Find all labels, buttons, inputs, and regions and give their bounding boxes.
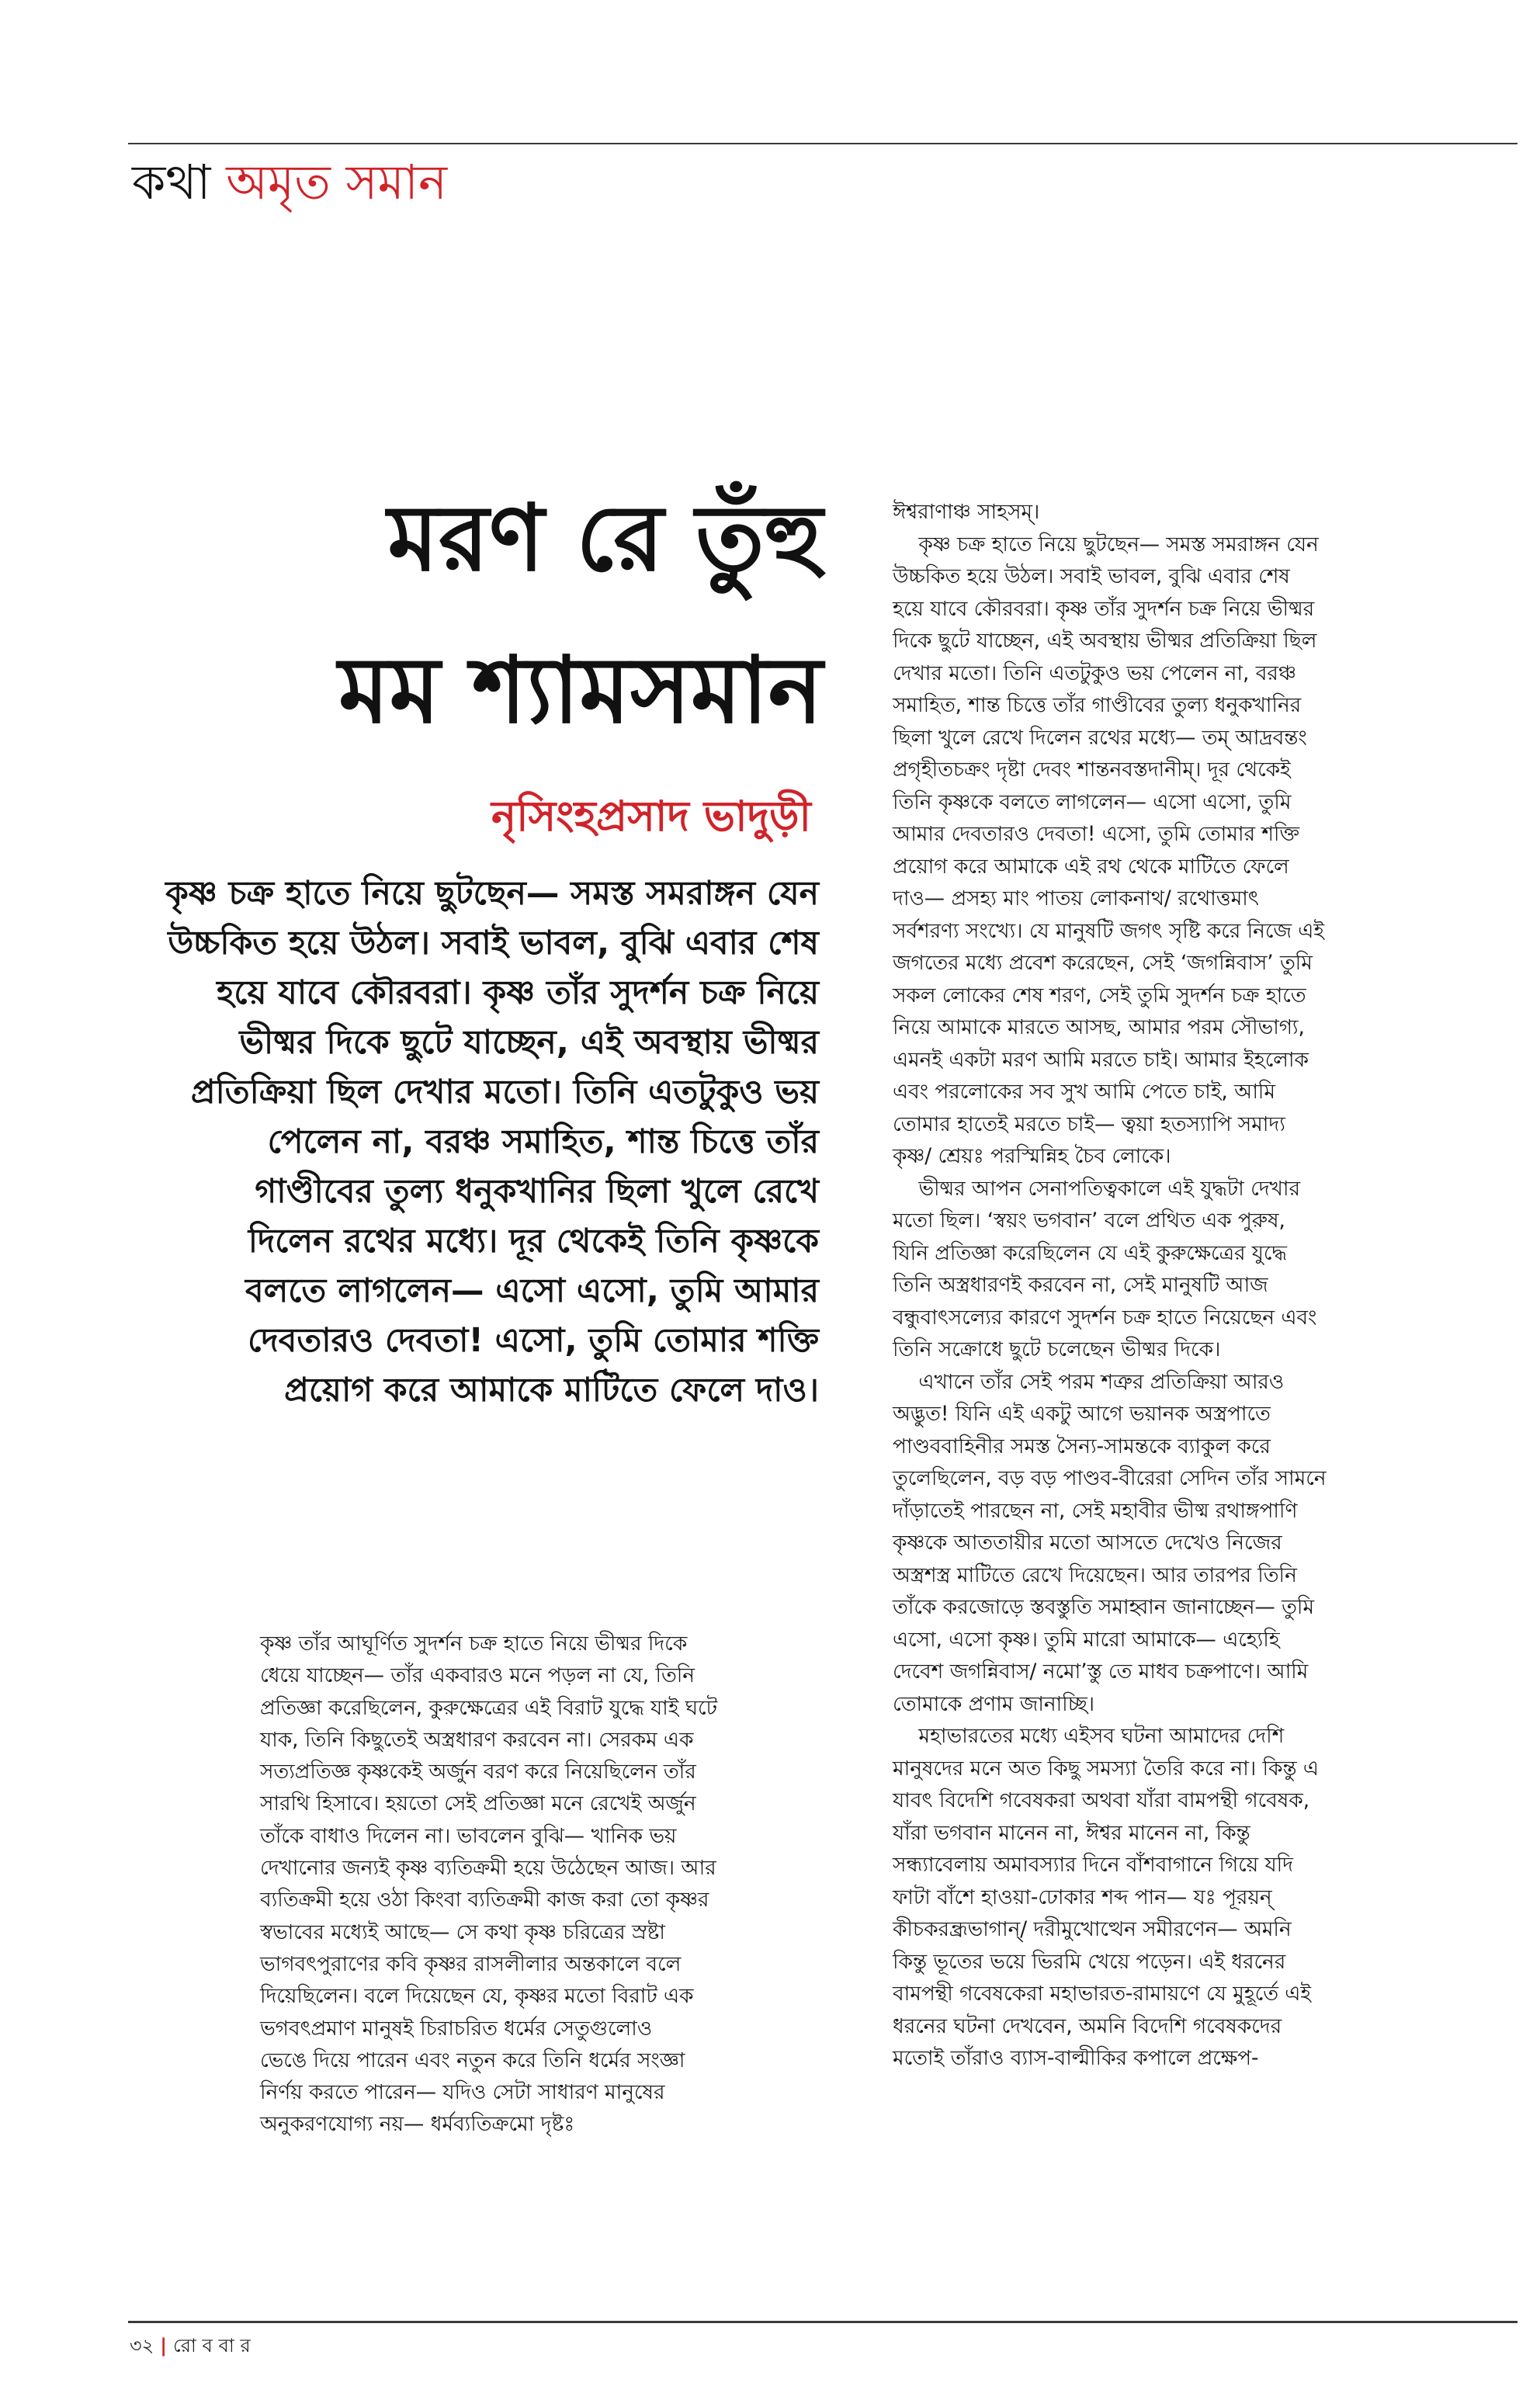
text-line: তোমার হাতেই মরতে চাই— ত্বয়া হতস্যাপি সমাদ্য bbox=[893, 1112, 1285, 1136]
text-line: তাঁকে বাধাও দিলেন না। ভাবলেন বুঝি— খানিক ভয় bbox=[260, 1824, 677, 1848]
text-line: এসো, এসো কৃষ্ণ। তুমি মারো আমাকে— এহ্যেহি bbox=[893, 1628, 1280, 1652]
text-line: ভাগবৎপুরাণের কবি কৃষ্ণর রাসলীলার অন্তকালে বলে bbox=[260, 1952, 682, 1976]
text-line: দিকে ছুটে যাচ্ছেন, এই অবস্থায় ভীষ্মর প্রতিক্রিয়া ছিল bbox=[893, 629, 1317, 653]
text-line: দেবেশ জগন্নিবাস/ নমো’স্তু তে মাধব চক্রপাণে। আমি bbox=[893, 1660, 1309, 1684]
text-line: আমার দেবতারও দেবতা! এসো, তুমি তোমার শক্তি bbox=[893, 823, 1299, 846]
text-line: পাণ্ডববাহিনীর সমস্ত সৈন্য-সামন্তকে ব্যাকুল করে bbox=[893, 1434, 1271, 1458]
text-line: দেখানোর জন্যই কৃষ্ণ ব্যতিক্রমী হয়ে উঠেছেন আজ। আর bbox=[260, 1857, 716, 1881]
section-prefix: কথা bbox=[132, 154, 211, 210]
text-line: এবং পরলোকের সব সুখ আমি পেতে চাই, আমি bbox=[893, 1080, 1275, 1104]
text-line: মতোই তাঁরাও ব্যাস-বাল্মীকির কপালে প্রক্ষেপ- bbox=[893, 2047, 1259, 2070]
text-line: কৃষ্ণকে আততায়ীর মতো আসতে দেখেও নিজের bbox=[893, 1531, 1282, 1555]
text-line: সর্বশরণ্য সংখ্যে। যে মানুষটি জগৎ সৃষ্টি করে নিজে এই bbox=[893, 919, 1324, 943]
text-line: ফাটা বাঁশে হাওয়া-ঢোকার শব্দ পান— যঃ পূরয়ন্ bbox=[893, 1885, 1272, 1909]
text-line: সন্ধ্যাবেলায় অমাবস্যার দিনে বাঁশবাগানে গিয়ে যদি bbox=[893, 1854, 1293, 1877]
bottom-rule bbox=[128, 2321, 1517, 2323]
text-line: দেখার মতো। তিনি এতটুকুও ভয় পেলেন না, বরঞ্চ bbox=[893, 661, 1296, 685]
text-line: ধরনের ঘটনা দেখবেন, অমনি বিদেশি গবেষকদের bbox=[893, 2014, 1282, 2038]
headline bbox=[140, 462, 823, 766]
headline-line-1: মরণ রে তুঁহু bbox=[387, 484, 823, 591]
text-line: অনুকরণযোগ্য নয়— ধর্মব্যতিক্রমো দৃষ্টঃ bbox=[260, 2113, 575, 2137]
text-line: দাঁড়াতেই পারছেন না, সেই মহাবীর ভীষ্ম রথাঙ্গপাণি bbox=[893, 1499, 1298, 1523]
right-column-text bbox=[893, 497, 1397, 2076]
text-line: যাবৎ বিদেশি গবেষকরা অথবা যাঁরা বামপন্থী গবেষক, bbox=[893, 1789, 1310, 1812]
text-line: অস্ত্রশস্ত্র মাটিতে রেখে দিয়েছেন। আর তারপর তিনি bbox=[893, 1563, 1297, 1587]
text-line: প্রয়োগ করে আমাকে এই রথ থেকে মাটিতে ফেলে bbox=[893, 855, 1289, 879]
text-line: ভগবৎপ্রমাণ মানুষই চিরাচরিত ধর্মের সেতুগুলোও bbox=[260, 2017, 653, 2041]
text-line: মহাভারতের মধ্যে এইসব ঘটনা আমাদের দেশি bbox=[893, 1725, 1285, 1748]
text-line: সত্যপ্রতিজ্ঞ কৃষ্ণকেই অর্জুন বরণ করে নিয়েছিলেন তাঁর bbox=[260, 1760, 696, 1784]
text-line: এখানে তাঁর সেই পরম শত্রুর প্রতিক্রিয়া আরও bbox=[893, 1370, 1285, 1394]
text-line: উচ্চকিত হয়ে উঠল। সবাই ভাবল, বুঝি এবার শেষ bbox=[893, 565, 1290, 588]
text-line: তিনি অস্ত্রধারণই করবেন না, সেই মানুষটি আজ bbox=[893, 1274, 1268, 1297]
text-line: নিয়ে আমাকে মারতে আসছ, আমার পরম সৌভাগ্য, bbox=[893, 1016, 1305, 1039]
text-line: ভীষ্মর আপন সেনাপতিত্বকালে এই যুদ্ধটা দেখার bbox=[893, 1177, 1300, 1201]
text-line: মতো ছিল। ‘স্বয়ং ভগবান’ বলে প্রথিত এক পুরুষ, bbox=[893, 1209, 1285, 1233]
text-line: ঈশ্বরাণাঞ্চ সাহসম্। bbox=[893, 501, 1040, 524]
text-line: তুলেছিলেন, বড় বড় পাণ্ডব-বীরেরা সেদিন তাঁর সামনে bbox=[893, 1467, 1327, 1490]
text-line: হয়ে যাবে কৌরবরা। কৃষ্ণ তাঁর সুদর্শন চক্র নিয়ে ভীষ্মর bbox=[893, 597, 1315, 621]
text-line: মানুষদের মনে অত কিছু সমস্যা তৈরি করে না। কিন্তু এ bbox=[893, 1757, 1319, 1781]
text-line: বামপন্থী গবেষকেরা মহাভারত-রামায়ণে যে মুহূর্তে এই bbox=[893, 1982, 1311, 2006]
author-byline: নৃসিংহপ্রসাদ ভাদুড়ী bbox=[491, 792, 811, 841]
text-line: ব্যতিক্রমী হয়ে ওঠা কিংবা ব্যতিক্রমী কাজ করা তো কৃষ্ণর bbox=[260, 1888, 709, 1913]
magazine-name: রো ব বা র bbox=[172, 2335, 251, 2357]
text-line: নির্ণয় করতে পারেন— যদিও সেটা সাধারণ মানুষের bbox=[260, 2081, 665, 2105]
section-title: অমৃত সমান bbox=[226, 154, 447, 210]
text-line: অদ্ভুত! যিনি এই একটু আগে ভয়ানক অস্ত্রপাতে bbox=[893, 1403, 1271, 1426]
text-line: এমনই একটা মরণ আমি মরতে চাই। আমার ইহলোক bbox=[893, 1048, 1309, 1072]
text-line: কৃষ্ণ তাঁর আঘূর্ণিত সুদর্শন চক্র হাতে নিয়ে ভীষ্মর দিকে bbox=[260, 1632, 688, 1656]
text-line: সমাহিত, শান্ত চিত্তে তাঁর গাণ্ডীবের তুল্য ধনুকখানির bbox=[893, 694, 1302, 717]
footer-separator: | bbox=[160, 2335, 167, 2357]
text-line: কীচকরন্ধ্রভাগান্/ দরীমুখোত্থেন সমীরণেন— অমনি bbox=[893, 1918, 1292, 1941]
standfirst: কৃষ্ণ চক্র হাতে নিয়ে ছুটছেন— সমস্ত সমরাঙ্গন যেন উচ্চকিত হয়ে উঠল। সবাই ভাবল, বুঝি এবার শেষ হয়ে যাবে কৌরবরা। কৃষ্ণ তাঁর সুদর্শন চক্র নিয়ে ভীষ্মর দিকে ছুটে যাচ্ছেন, এই অবস্থায় ভীষ্মর প্রতিক্রিয়া ছিল দেখার মতো। তিনি এতটুকুও ভয় পেলেন না, বরঞ্চ সমাহিত, শান্ত চিত্তে তাঁর গাণ্ডীবের তুল্য ধনুকখানির ছিলা খুলে রেখে দিলেন রথের মধ্যে। দূর থেকেই তিনি কৃষ্ণকে বলতে লাগলেন— এসো এসো, তুমি আমার দেবতারও দেবতা! এসো, তুমি তোমার শক্তি প্রয়োগ করে আমাকে মাটিতে ফেলে দাও। bbox=[165, 875, 819, 1410]
text-line: যাঁরা ভগবান মানেন না, ঈশ্বর মানেন না, কিন্তু bbox=[893, 1821, 1250, 1845]
text-line: তিনি সক্রোধে ছুটে চলেছেন ভীষ্মর দিকে। bbox=[893, 1338, 1221, 1361]
text-line: কিন্তু ভূতের ভয়ে ভিরমি খেয়ে পড়েন। এই ধরনের bbox=[893, 1950, 1286, 1974]
text-line: কৃষ্ণ/ শ্রেয়ঃ পরস্মিন্নিহ চৈব লোকে। bbox=[893, 1145, 1171, 1168]
text-line: ভেঙে দিয়ে পারেন এবং নতুন করে তিনি ধর্মের সংজ্ঞা bbox=[260, 2048, 685, 2072]
text-line: যিনি প্রতিজ্ঞা করেছিলেন যে এই কুরুক্ষেত্রের যুদ্ধে bbox=[893, 1241, 1287, 1265]
page-number: ৩২ bbox=[130, 2335, 154, 2357]
section-header bbox=[132, 152, 447, 213]
top-rule bbox=[128, 143, 1517, 144]
text-line: বন্ধুবাৎসল্যের কারণে সুদর্শন চক্র হাতে নিয়েছেন এবং bbox=[893, 1306, 1317, 1330]
page-footer bbox=[130, 2335, 251, 2357]
text-line: কৃষ্ণ চক্র হাতে নিয়ে ছুটছেন— সমস্ত সমরাঙ্গন যেন bbox=[893, 532, 1319, 557]
text-line: তাঁকে করজোড়ে স্তবস্তুতি সমাহ্বান জানাচ্ছেন— তুমি bbox=[893, 1596, 1315, 1619]
text-line: তোমাকে প্রণাম জানাচ্ছি। bbox=[893, 1692, 1094, 1716]
text-line: জগতের মধ্যে প্রবেশ করেছেন, সেই ‘জগন্নিবাস’ তুমি bbox=[893, 952, 1313, 975]
text-line: দাও— প্রসহ্য মাং পাতয় লোকনাথ/ রথোত্তমাৎ bbox=[893, 887, 1259, 910]
text-line: যাক, তিনি কিছুতেই অস্ত্রধারণ করবেন না। সেরকম এক bbox=[260, 1728, 694, 1752]
text-line: প্রতিজ্ঞা করেছিলেন, কুরুক্ষেত্রের এই বিরাট যুদ্ধে যাই ঘটে bbox=[260, 1696, 717, 1720]
text-line: স্বভাবের মধ্যেই আছে— সে কথা কৃষ্ণ চরিত্রের স্রষ্টা bbox=[260, 1920, 665, 1944]
headline-line-2: মম শ্যামসমান bbox=[338, 636, 823, 744]
text-line: তিনি কৃষ্ণকে বলতে লাগলেন— এসো এসো, তুমি bbox=[893, 790, 1292, 814]
text-line: দিয়েছিলেন। বলে দিয়েছেন যে, কৃষ্ণর মতো বিরাট এক bbox=[260, 1985, 694, 2009]
text-line: প্রগৃহীতচক্রং দৃষ্টা দেবং শান্তনবস্তদানীম্। দূর থেকেই bbox=[893, 758, 1291, 782]
text-line: ধেয়ে যাচ্ছেন— তাঁর একবারও মনে পড়ল না যে, তিনি bbox=[260, 1664, 695, 1688]
text-line: সারথি হিসাবে। হয়তো সেই প্রতিজ্ঞা মনে রেখেই অর্জুন bbox=[260, 1792, 696, 1816]
left-body-text bbox=[260, 1628, 823, 2142]
text-line: সকল লোকের শেষ শরণ, সেই তুমি সুদর্শন চক্র হাতে bbox=[893, 983, 1306, 1007]
text-line: ছিলা খুলে রেখে দিলেন রথের মধ্যে— তম্ আদ্রবন্তং bbox=[893, 726, 1307, 750]
